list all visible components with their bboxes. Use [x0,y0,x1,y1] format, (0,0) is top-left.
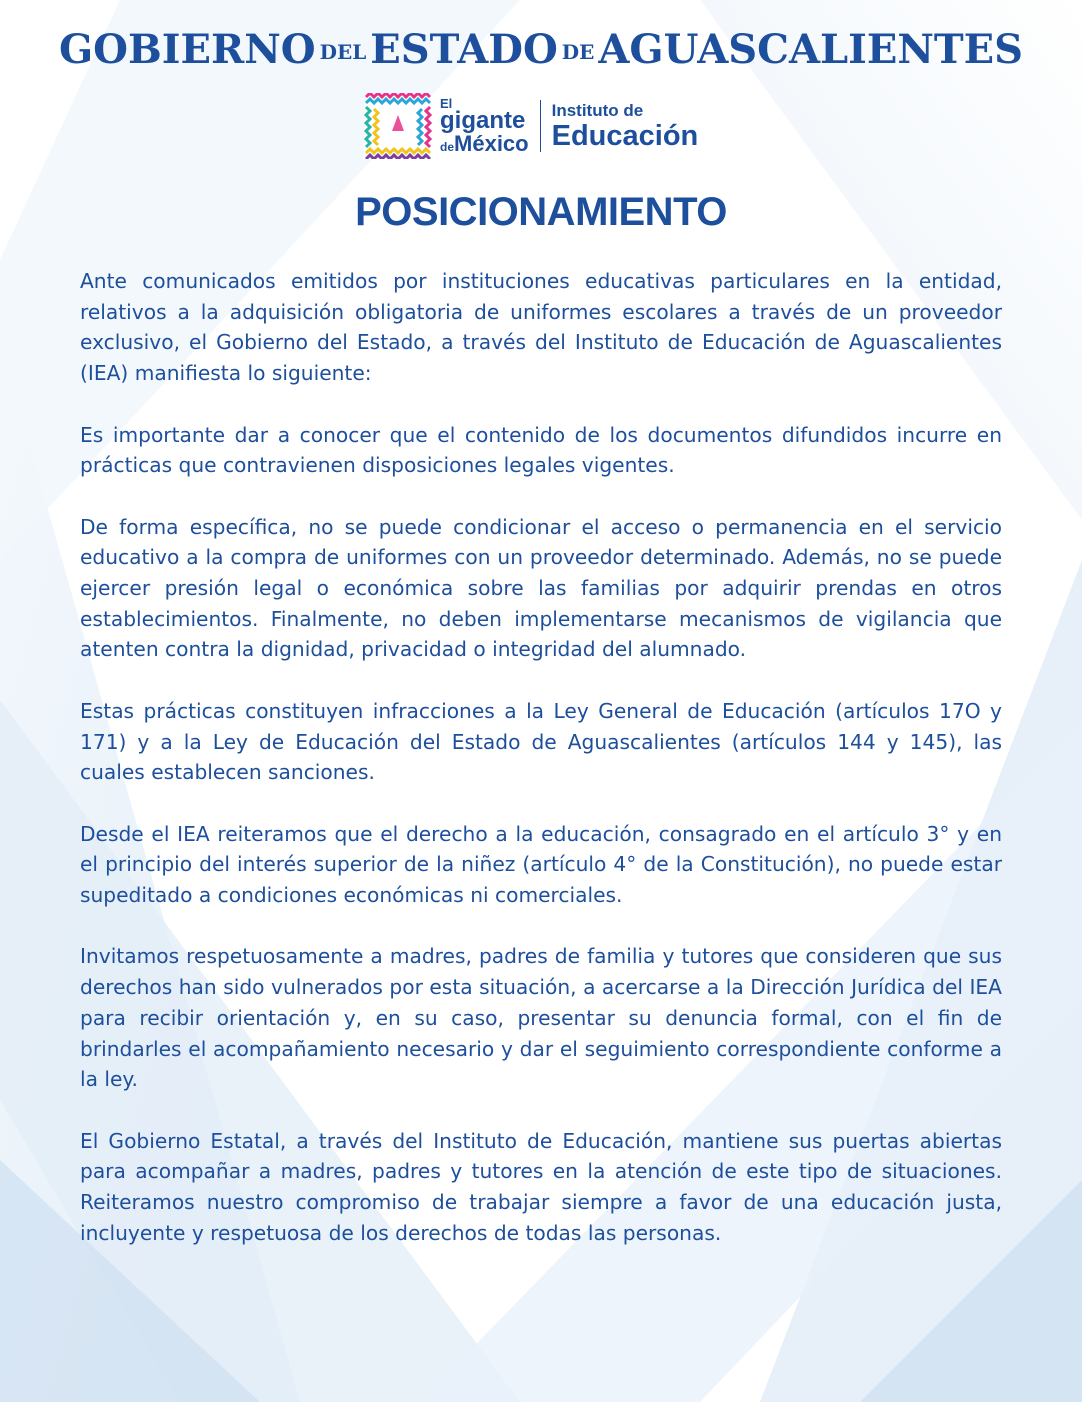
header-word-aguascalientes: AGUASCALIENTES [598,26,1024,73]
paragraph: De forma específica, no se puede condicionar el acceso o permanencia en el servicio educativo a la compra de uniformes con un proveedor determinado. Además, no se puede ejercer presión legal o económica sobre las familias por adquirir prendas en otros establecimientos. Finalmente, no deben implementarse mecanismos de vigilancia que atenten contra la dignidad, privacidad o integridad del alumnado. [80,514,1002,662]
gigante-line1: El [440,96,453,111]
institute-line1: Instituto de [551,100,644,120]
instituto-educacion-wordmark [552,102,699,151]
logo-divider [540,100,541,152]
government-header [0,26,1082,73]
gigante-de-mexico-wordmark [440,97,529,155]
paragraph: El Gobierno Estatal, a través del Instituto de Educación, mantiene sus puertas abiertas para acompañar a madres, padres y tutores en la atención de este tipo de situaciones. Reiteramos nuestro compromiso de trabajar siempre a favor de una educación justa, incluyente y respetuosa de los derechos de todas las personas. [80,1128,1002,1245]
gigante-line3: México [454,131,529,156]
header-word-del: DEL [319,40,367,64]
gigante-line2: gigante [440,107,526,134]
logo-row [364,92,698,160]
paragraph: Ante comunicados emitidos por instituciones educativas particulares en la entidad, relativos a la adquisición obligatoria de uniformes escolares a través de un proveedor exclusivo, el Gobierno del Estado, a través del Instituto de Educación de Aguascalientes (IEA) manifiesta lo siguiente: [80,269,1002,386]
institute-line2: Educación [551,119,699,152]
header-word-gobierno: GOBIERNO [58,26,316,73]
paragraph: Desde el IEA reiteramos que el derecho a la educación, consagrado en el artículo 3° y en el principio del interés superior de la niñez (artículo 4° de la Constitución), no puede estar supeditado a condiciones económicas ni comerciales. [80,821,1002,907]
header-word-estado: ESTADO [370,26,558,73]
gigante-line3-prefix: de [440,140,455,154]
document-body [80,266,1002,1279]
header-word-de: DE [561,40,595,64]
paragraph: Estas prácticas constituyen infracciones a la Ley General de Educación (artículos 17O y 171) y a la Ley de Educación del Estado de Aguascalientes (artículos 144 y 145), las cuales establecen sanciones. [80,698,1002,785]
document-title: POSICIONAMIENTO [355,190,727,234]
paragraph: Invitamos respetuosamente a madres, padres de familia y tutores que consideren que sus derechos han sido vulnerados por esta situación, a acercarse a la Dirección Jurídica del IEA para recibir orientación y, en su caso, presentar su denuncia formal, con el fin de brindarles el acompañamiento necesario y dar el seguimiento correspondiente conforme a la ley. [80,944,1002,1092]
paragraph: Es importante dar a conocer que el contenido de los documentos difundidos incurre en prácticas que contravienen disposiciones legales vigentes. [80,422,1002,478]
gigante-logo-icon [364,93,432,159]
